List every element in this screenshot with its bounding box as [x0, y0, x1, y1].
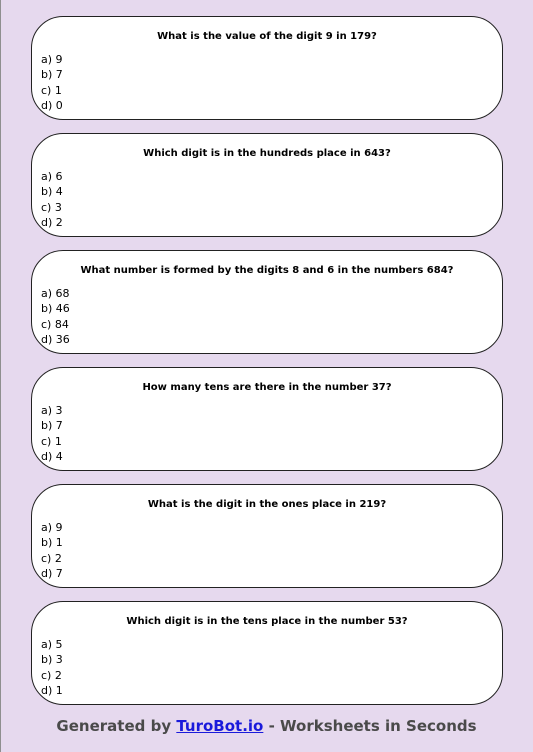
option-list: [41, 637, 63, 698]
option-list: [41, 286, 70, 347]
option-c: c) 1: [41, 83, 62, 97]
option-d: d) 1: [41, 683, 63, 697]
footer: [0, 717, 533, 735]
option-list: [41, 169, 63, 230]
question-card-1: [31, 16, 503, 120]
option-d: d) 0: [41, 98, 63, 112]
question-text: Which digit is in the tens place in the number 53?: [126, 616, 408, 627]
option-a: a) 3: [41, 404, 63, 417]
turobot-link[interactable]: TuroBot.io: [176, 717, 264, 735]
option-list: [41, 403, 63, 464]
option-b: b) 4: [41, 185, 63, 199]
option-d: d) 7: [41, 566, 63, 580]
option-a: a) 68: [41, 287, 70, 300]
question-card-6: [31, 601, 503, 705]
option-b: b) 7: [41, 68, 63, 82]
option-b: b) 3: [41, 653, 63, 667]
footer-suffix: - Worksheets in Seconds: [263, 717, 477, 735]
option-c: c) 1: [41, 434, 62, 448]
question-card-5: [31, 484, 503, 588]
option-list: [41, 520, 63, 581]
footer-prefix: Generated by: [56, 717, 177, 735]
option-a: a) 9: [41, 521, 63, 534]
option-c: c) 84: [41, 317, 69, 331]
question-text: What is the digit in the ones place in 219?: [147, 499, 387, 510]
question-card-2: [31, 133, 503, 237]
question-list: [31, 16, 503, 718]
question-text: What number is formed by the digits 8 and 6 in the numbers 684?: [80, 265, 454, 276]
option-b: b) 1: [41, 536, 63, 550]
question-text: What is the value of the digit 9 in 179?: [157, 31, 377, 42]
question-card-4: [31, 367, 503, 471]
question-text: Which digit is in the hundreds place in 643?: [143, 148, 391, 159]
option-c: c) 3: [41, 200, 62, 214]
option-d: d) 4: [41, 449, 63, 463]
option-a: a) 6: [41, 170, 63, 183]
option-c: c) 2: [41, 668, 62, 682]
option-c: c) 2: [41, 551, 62, 565]
option-d: d) 2: [41, 215, 63, 229]
question-text: How many tens are there in the number 37?: [142, 382, 392, 393]
question-card-3: [31, 250, 503, 354]
option-b: b) 46: [41, 302, 70, 316]
option-a: a) 5: [41, 638, 63, 651]
option-list: [41, 52, 63, 113]
option-d: d) 36: [41, 332, 70, 346]
page-edge: [0, 0, 1, 752]
option-b: b) 7: [41, 419, 63, 433]
option-a: a) 9: [41, 53, 63, 66]
